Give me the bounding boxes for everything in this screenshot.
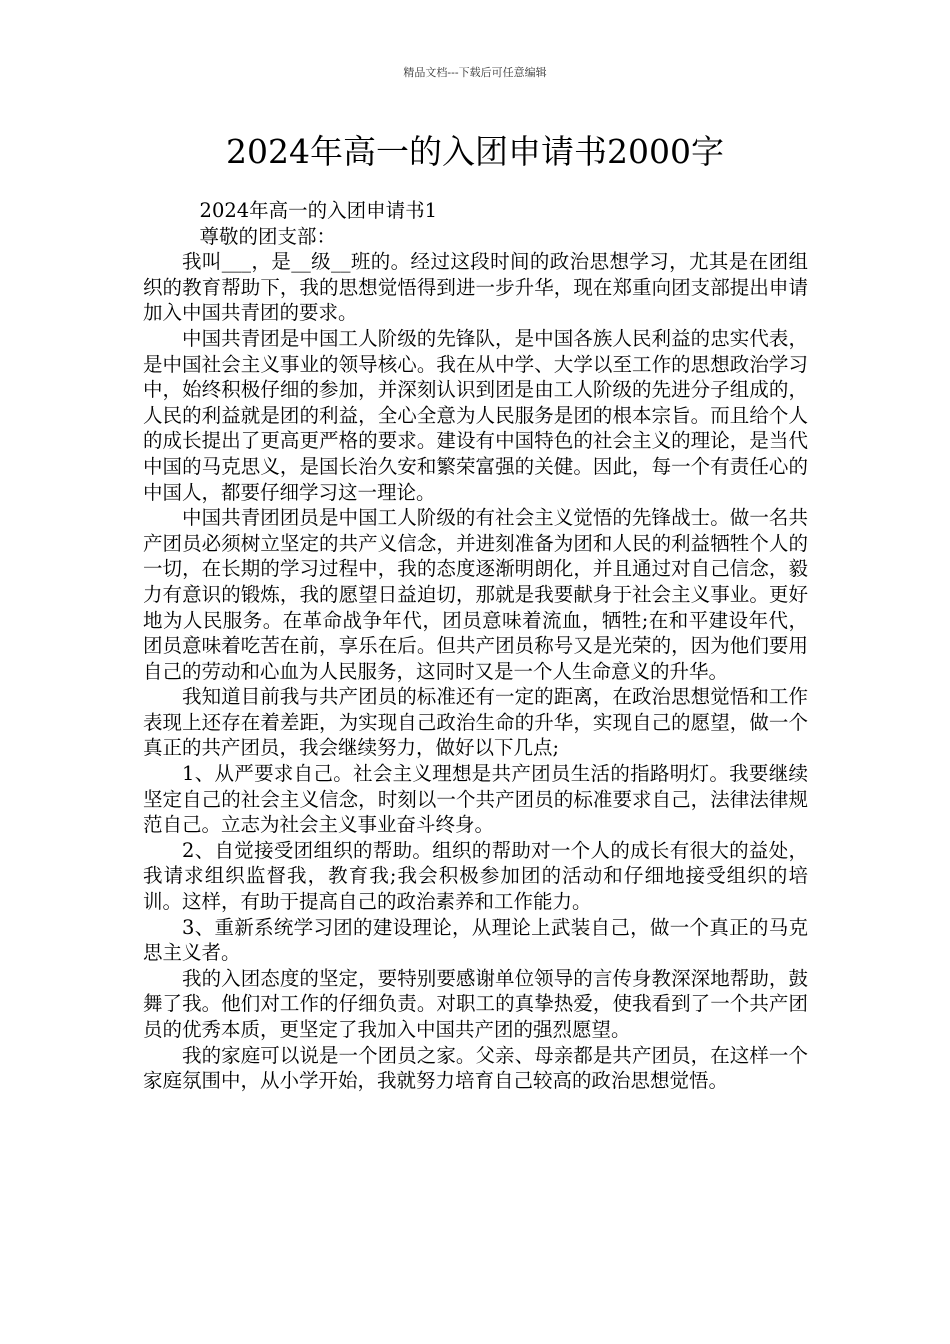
- paragraph-self-assessment: 我知道目前我与共产团员的标准还有一定的距离，在政治思想觉悟和工作表现上还存在着差距，为实现自己政治生命的升华，实现自己的愿望，做一个真正的共产团员，我会继续努力，做好以下几点;: [143, 685, 808, 760]
- paragraph-family: 我的家庭可以说是一个团员之家。父亲、母亲都是共产团员，在这样一个家庭氛围中，从小学开始，我就努力培育自己较高的政治思想觉悟。: [143, 1043, 808, 1093]
- paragraph-about-league: 中国共青团是中国工人阶级的先锋队，是中国各族人民利益的忠实代表，是中国社会主义事业的领导核心。我在从中学、大学以至工作的思想政治学习中，始终积极仔细的参加，并深刻认识到团是由工人阶级的先进分子组成的，人民的利益就是团的利益，全心全意为人民服务是团的根本宗旨。而且给个人的成长提出了更高更严格的要求。建设有中国特色的社会主义的理论，是当代中国的马克思义，是国长治久安和繁荣富强的关健。因此，每一个有责任心的中国人，都要仔细学习这一理论。: [143, 326, 808, 504]
- document-title: 2024年高一的入团申请书2000字: [226, 132, 724, 171]
- salutation: 尊敬的团支部：: [199, 224, 337, 248]
- document-body: [143, 198, 808, 1094]
- paragraph-intro: 我叫___，是__级__班的。经过这段时间的政治思想学习，尤其是在团组织的教育帮助下，我的思想觉悟得到进一步升华，现在郑重向团支部提出申请加入中国共青团的要求。: [143, 250, 808, 325]
- paragraph-point-1: 1、从严要求自己。社会主义理想是共产团员生活的指路明灯。我要继续坚定自己的社会主义信念，时刻以一个共产团员的标准要求自己，法律法律规范自己。立志为社会主义事业奋斗终身。: [143, 762, 808, 837]
- document-subtitle: 2024年高一的入团申请书1: [199, 199, 438, 222]
- paragraph-member-duty: 中国共青团团员是中国工人阶级的有社会主义觉悟的先锋战士。做一名共产团员必须树立坚定的共产义信念，并进刻准备为团和人民的利益牺牲个人的一切，在长期的学习过程中，我的态度逐渐明朗化，并且通过对自己信念，毅力有意识的锻炼，我的愿望日益迫切，那就是我要献身于社会主义事业。更好地为人民服务。在革命战争年代，团员意味着流血，牺牲;在和平建设年代，团员意味着吃苦在前，享乐在后。但共产团员称号又是光荣的，因为他们要用自己的劳动和心血为人民服务，这同时又是一个人生命意义的升华。: [143, 506, 808, 683]
- paragraph-gratitude: 我的入团态度的坚定，要特别要感谢单位领导的言传身教深深地帮助，鼓舞了我。他们对工作的仔细负责。对职工的真挚热爱，使我看到了一个共产团员的优秀本质，更坚定了我加入中国共产团的强烈愿望。: [143, 966, 808, 1041]
- paragraph-point-2: 2、自觉接受团组织的帮助。组织的帮助对一个人的成长有很大的益处，我请求组织监督我，教育我;我会积极参加团的活动和仔细地接受组织的培训。这样，有助于提高自己的政治素养和工作能力。: [143, 838, 808, 914]
- page-header-note: 精品文档---下载后可任意编辑: [403, 66, 547, 79]
- paragraph-point-3: 3、重新系统学习团的建设理论，从理论上武装自己，做一个真正的马克思主义者。: [143, 915, 808, 965]
